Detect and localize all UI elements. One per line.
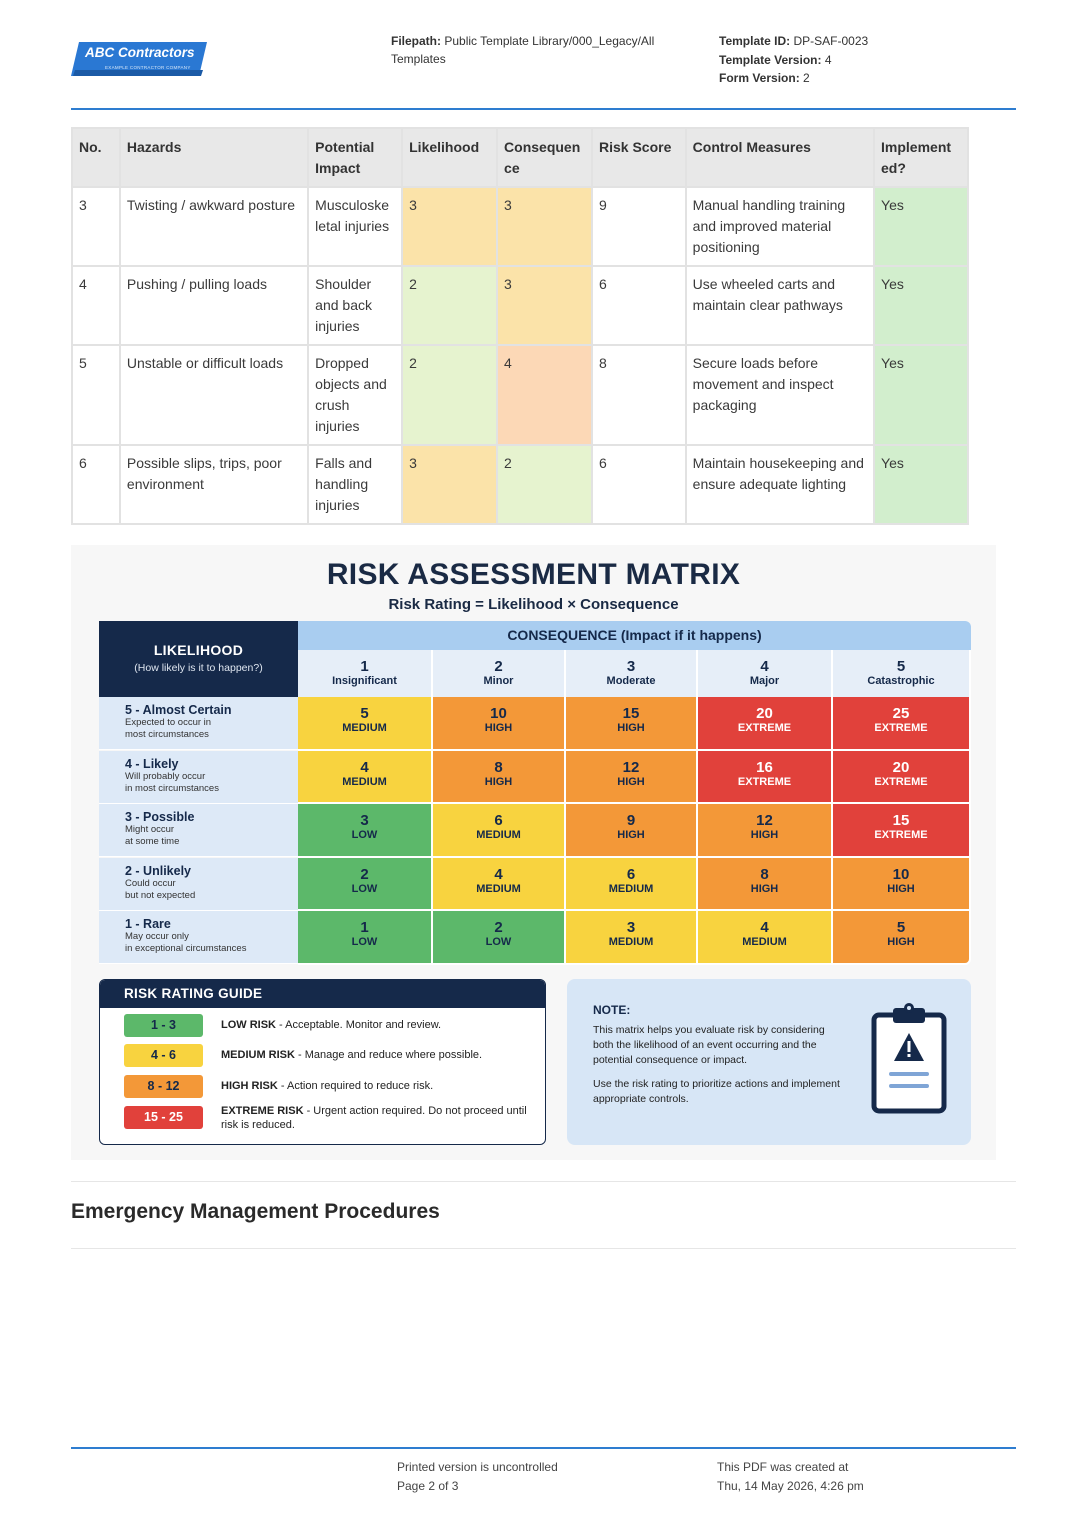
consequence-col-1: 1 Insignificant: [298, 650, 433, 697]
matrix-cell: 10 HIGH: [833, 858, 971, 911]
matrix-cell: 15 HIGH: [566, 697, 698, 751]
col-likelihood: Likelihood: [402, 128, 497, 187]
matrix-cell: 8 HIGH: [433, 751, 566, 804]
clipboard-warning-icon: [869, 1001, 949, 1122]
consequence-col-3: 3 Moderate: [566, 650, 698, 697]
note-text-2: Use the risk rating to prioritize actions and implement appropriate controls.: [593, 1078, 840, 1105]
consequence-col-4: 4 Major: [698, 650, 833, 697]
table-row: 5 Unstable or difficult loads Dropped objects and crush injuries 2 4 8 Secure loads before movement and inspect packaging Yes: [72, 345, 968, 445]
footer-left: [397, 1458, 558, 1495]
form-version: 2: [803, 71, 810, 85]
footer-right: [717, 1458, 864, 1495]
table-header-row: [72, 128, 968, 187]
footer-divider: [71, 1447, 1016, 1449]
likelihood-row-2: 2 - Unlikely Could occur but not expected: [99, 858, 298, 911]
matrix-cell: 2 LOW: [433, 911, 566, 965]
likelihood-header: LIKELIHOOD (How likely is it to happen?): [99, 621, 298, 697]
matrix-subtitle: Risk Rating = Likelihood × Consequence: [388, 596, 679, 613]
matrix-cell: 6 MEDIUM: [566, 858, 698, 911]
matrix-cell: 2 LOW: [298, 858, 433, 911]
section-title: Emergency Management Procedures: [71, 1200, 440, 1223]
guide-description: EXTREME RISK - Urgent action required. Do not proceed until risk is reduced.: [221, 1105, 527, 1131]
note-title: NOTE:: [593, 1003, 631, 1017]
hazard-table: [71, 127, 969, 525]
likelihood-row-1: 1 - Rare May occur only in exceptional circumstances: [99, 911, 298, 964]
matrix-cell: 25 EXTREME: [833, 697, 971, 751]
matrix-cell: 4 MEDIUM: [698, 911, 833, 965]
template-version: 4: [824, 52, 832, 67]
matrix-title: RISK ASSESSMENT MATRIX: [326, 558, 741, 591]
matrix-cell: 16 EXTREME: [698, 751, 833, 804]
likelihood-row-3: 3 - Possible Might occur at some time: [99, 804, 298, 857]
page-number: Page 2 of 3: [397, 1478, 459, 1493]
matrix-cell: 6 MEDIUM: [433, 804, 566, 858]
guide-title: RISK RATING GUIDE: [100, 980, 545, 1008]
template-meta: Template ID: DP-SAF-0023 Template Version: 4 Form Version: 2: [719, 34, 869, 85]
matrix-cell: 3 MEDIUM: [566, 911, 698, 965]
matrix-cell: 4 MEDIUM: [433, 858, 566, 911]
matrix-cell: 20 EXTREME: [833, 751, 971, 804]
guide-range-badge: 1 - 3: [124, 1014, 203, 1037]
matrix-cell: 10 HIGH: [433, 697, 566, 751]
company-logo: ABC Contractors EXAMPLE CONTRACTOR COMPANY: [71, 40, 207, 76]
matrix-cell: 12 HIGH: [566, 751, 698, 804]
section-divider-top: [71, 1181, 1016, 1182]
matrix-cell: 9 HIGH: [566, 804, 698, 858]
matrix-cell: 5 MEDIUM: [298, 697, 433, 751]
col-no: No.: [72, 128, 120, 187]
likelihood-row-4: 4 - Likely Will probably occur in most circumstances: [99, 751, 298, 804]
filepath: Filepath: Public Template Library/000_Legacy/All Templates: [391, 34, 655, 66]
guide-range-badge: 4 - 6: [124, 1044, 203, 1067]
template-id: DP-SAF-0023: [793, 34, 869, 48]
matrix-cell: 15 EXTREME: [833, 804, 971, 858]
risk-rating-guide: [99, 979, 546, 1145]
risk-matrix-panel: [71, 545, 996, 1160]
section-divider-bottom: [71, 1248, 1016, 1249]
table-row: 3 Twisting / awkward posture Musculoske letal injuries 3 3 9 Manual handling training and improved material positioning Yes: [72, 187, 968, 266]
consequence-header: CONSEQUENCE (Impact if it happens): [298, 621, 971, 650]
guide-description: MEDIUM RISK - Manage and reduce where possible.: [221, 1049, 483, 1061]
guide-description: HIGH RISK - Action required to reduce risk.: [221, 1080, 434, 1092]
col-control: Control Measures: [686, 128, 874, 187]
guide-range-badge: 15 - 25: [124, 1106, 203, 1129]
guide-range-badge: 8 - 12: [124, 1075, 203, 1098]
matrix-cell: 4 MEDIUM: [298, 751, 433, 804]
consequence-col-5: 5 Catastrophic: [833, 650, 971, 697]
matrix-cell: 5 HIGH: [833, 911, 971, 965]
col-consequence: Consequen ce: [497, 128, 592, 187]
page-header: [71, 0, 1016, 110]
matrix-cell: 8 HIGH: [698, 858, 833, 911]
matrix-cell: 20 EXTREME: [698, 697, 833, 751]
uncontrolled-note: Printed version is uncontrolled: [397, 1460, 558, 1474]
col-risk-score: Risk Score: [592, 128, 686, 187]
consequence-col-2: 2 Minor: [433, 650, 566, 697]
likelihood-row-5: 5 - Almost Certain Expected to occur in most circumstances: [99, 697, 298, 750]
col-implemented: Implement ed?: [874, 128, 968, 187]
col-impact: Potential Impact: [308, 128, 402, 187]
matrix-cell: 3 LOW: [298, 804, 433, 858]
note-box: [567, 979, 971, 1145]
col-hazards: Hazards: [120, 128, 308, 187]
matrix-cell: 12 HIGH: [698, 804, 833, 858]
guide-description: LOW RISK - Acceptable. Monitor and review.: [221, 1019, 442, 1031]
matrix-cell: 1 LOW: [298, 911, 433, 965]
created-timestamp: Thu, 14 May 2026, 4:26 pm: [717, 1478, 864, 1493]
table-row: 6 Possible slips, trips, poor environment Falls and handling injuries 3 2 6 Maintain housekeeping and ensure adequate lighting Yes: [72, 445, 968, 524]
table-row: 4 Pushing / pulling loads Shoulder and back injuries 2 3 6 Use wheeled carts and maintain clear pathways Yes: [72, 266, 968, 345]
note-text: This matrix helps you evaluate risk by considering both the likelihood of an event occurring and the potential consequence or impact.: [593, 1024, 825, 1066]
created-label: This PDF was created at: [717, 1460, 849, 1474]
